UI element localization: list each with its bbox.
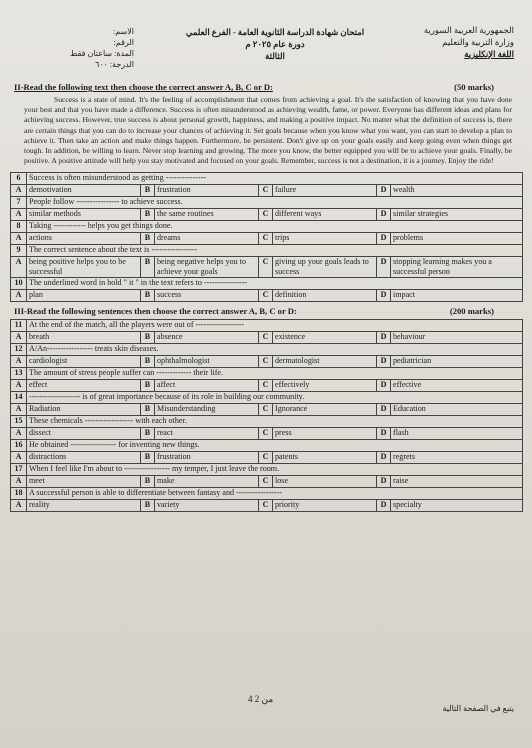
question-number: 11 [11, 320, 27, 332]
section3-instruction: III-Read the following sentences then choose the correct answer A, B, C or D: [14, 306, 297, 317]
option-letter: A [11, 233, 27, 245]
answer-option[interactable]: breath [27, 332, 141, 344]
question-stem-row [11, 368, 523, 380]
option-letter: D [377, 332, 391, 344]
option-letter: C [259, 290, 273, 302]
answer-option[interactable]: frustration [155, 185, 259, 197]
answer-option[interactable]: lose [273, 476, 377, 488]
answer-option[interactable]: being negative helps you to achieve your goals [155, 257, 259, 278]
header-session: دورة عام ٢٠٢٥ م [245, 39, 305, 49]
question-stem-row [11, 278, 523, 290]
answer-option[interactable]: the same routines [155, 209, 259, 221]
continue-note: يتبع في الصفحة التالية [442, 704, 514, 713]
answer-option[interactable]: impact [391, 290, 523, 302]
option-letter: C [259, 500, 273, 512]
section3-questions-table [10, 319, 523, 512]
answer-option[interactable]: react [155, 428, 259, 440]
answer-option[interactable]: similar methods [27, 209, 141, 221]
question-stem: At the end of the match, all the players were out of ------------------ [27, 320, 523, 332]
answer-option[interactable]: cardiologist [27, 356, 141, 368]
answer-options-row [11, 380, 523, 392]
option-letter: A [11, 404, 27, 416]
answer-options-row [11, 404, 523, 416]
question-number: 16 [11, 440, 27, 452]
option-letter: B [141, 257, 155, 278]
option-letter: A [11, 332, 27, 344]
question-stem-row [11, 440, 523, 452]
answer-option[interactable]: distractions [27, 452, 141, 464]
option-letter: C [259, 380, 273, 392]
option-letter: A [11, 500, 27, 512]
question-number: 17 [11, 464, 27, 476]
answer-options-row [11, 257, 523, 278]
option-letter: A [11, 185, 27, 197]
question-stem-row [11, 320, 523, 332]
option-letter: B [141, 209, 155, 221]
answer-option[interactable]: giving up your goals leads to success [273, 257, 377, 278]
answer-options-row [11, 209, 523, 221]
answer-option[interactable]: different ways [273, 209, 377, 221]
option-letter: B [141, 356, 155, 368]
header-exam-title [150, 26, 400, 62]
question-stem-row [11, 392, 523, 404]
question-stem-row [11, 197, 523, 209]
option-letter: B [141, 500, 155, 512]
question-number: 18 [11, 488, 27, 500]
question-stem-row [11, 344, 523, 356]
question-number: 7 [11, 197, 27, 209]
option-letter: B [141, 332, 155, 344]
answer-option[interactable]: Radiation [27, 404, 141, 416]
answer-options-row [11, 185, 523, 197]
question-stem: A successful person is able to differentiate between fantasy and ----------------- [27, 488, 523, 500]
section3-title [14, 306, 522, 316]
section2-title [14, 82, 522, 92]
option-letter: C [259, 332, 273, 344]
answer-option[interactable]: behaviour [391, 332, 523, 344]
answer-options-row [11, 356, 523, 368]
option-letter: B [141, 452, 155, 464]
answer-option[interactable]: regrets [391, 452, 523, 464]
option-letter: D [377, 452, 391, 464]
header-ministry [424, 24, 514, 60]
header-student-info [70, 26, 134, 70]
question-stem-row [11, 416, 523, 428]
option-letter: D [377, 380, 391, 392]
question-stem: Taking ------------ helps you get things done. [27, 221, 523, 233]
question-stem: Success is often misunderstood as getting --------------- [27, 173, 523, 185]
option-letter: C [259, 356, 273, 368]
answer-option[interactable]: specialty [391, 500, 523, 512]
option-letter: D [377, 500, 391, 512]
question-number: 13 [11, 368, 27, 380]
option-letter: D [377, 233, 391, 245]
answer-option[interactable]: trips [273, 233, 377, 245]
exam-header [10, 6, 522, 80]
answer-option[interactable]: problems [391, 233, 523, 245]
option-letter: C [259, 452, 273, 464]
answer-options-row [11, 332, 523, 344]
option-letter: B [141, 404, 155, 416]
question-stem: ------------------- is of great importance because of its role in building our community. [27, 392, 523, 404]
answer-option[interactable]: variety [155, 500, 259, 512]
header-ministry-name: وزارة التربية والتعليم [442, 37, 514, 47]
option-letter: B [141, 185, 155, 197]
reading-passage: Success is a state of mind. It's the feeling of accomplishment that comes from achieving a goal. It's the satisfaction of knowing that you have done your best and that you have made a difference. Success is often misunderstood as achieving wealth, fame, or power. Everyone has different ideas and plans for achieving success. However, true success is about personal growth, happiness, and making a positive impact. No matter what the definition of success is, there are certain things that you can do to increase your chances of achieving it. Set goals because when you know what you want, you can start to develop a plan to achieve it. Then take an action and make things happen. Furthermore, be persistent. Don't give up on your goals easily and keep going even when things get tough. In addition, be willing to learn. Never stop learning and growing. The more you know, the better equipped you will be to achieve your goals. Finally, be positive. A positive attitude will help you stay motivated and focused on your goals. Remember, success is not a destination, it is a journey. Enjoy the ride! [24, 95, 512, 166]
option-letter: A [11, 380, 27, 392]
answer-option[interactable]: affect [155, 380, 259, 392]
answer-option[interactable]: reality [27, 500, 141, 512]
answer-option[interactable]: demotivation [27, 185, 141, 197]
header-part: الثالثة [265, 51, 285, 61]
option-letter: D [377, 356, 391, 368]
answer-option[interactable]: pediatrician [391, 356, 523, 368]
option-letter: C [259, 257, 273, 278]
answer-option[interactable]: wealth [391, 185, 523, 197]
option-letter: B [141, 290, 155, 302]
option-letter: B [141, 428, 155, 440]
question-number: 9 [11, 245, 27, 257]
option-letter: B [141, 233, 155, 245]
option-letter: D [377, 185, 391, 197]
question-stem: The underlined word in bold " it " in the text refers to ---------------- [27, 278, 523, 290]
option-letter: D [377, 290, 391, 302]
option-letter: A [11, 476, 27, 488]
header-name-label: الاسم: [112, 27, 135, 36]
answer-option[interactable]: success [155, 290, 259, 302]
section2-marks: (50 marks) [454, 82, 494, 92]
answer-option[interactable]: priority [273, 500, 377, 512]
page-number: 4 من 2 [248, 694, 274, 704]
option-letter: C [259, 209, 273, 221]
answer-option[interactable]: meet [27, 476, 141, 488]
question-number: 15 [11, 416, 27, 428]
answer-option[interactable]: raise [391, 476, 523, 488]
question-number: 10 [11, 278, 27, 290]
section2-instruction: II-Read the following text then choose the correct answer A, B, C or D: [14, 82, 273, 92]
option-letter: A [11, 356, 27, 368]
answer-option[interactable]: Misunderstanding [155, 404, 259, 416]
option-letter: D [377, 209, 391, 221]
option-letter: B [141, 476, 155, 488]
question-stem: The amount of stress people suffer can ------------- their life. [27, 368, 523, 380]
answer-option[interactable]: plan [27, 290, 141, 302]
option-letter: C [259, 428, 273, 440]
question-number: 6 [11, 173, 27, 185]
header-exam-name: امتحان شهادة الدراسة الثانوية العامة - الفرع العلمي [185, 27, 365, 37]
answer-option[interactable]: dermatologist [273, 356, 377, 368]
answer-options-row [11, 500, 523, 512]
question-stem-row [11, 488, 523, 500]
question-number: 8 [11, 221, 27, 233]
section2-questions-table [10, 172, 523, 302]
option-letter: A [11, 209, 27, 221]
answer-options-row [11, 290, 523, 302]
header-number-label: الرقم: [113, 38, 135, 47]
answer-option[interactable]: effectively [273, 380, 377, 392]
answer-option[interactable]: ophthalmologist [155, 356, 259, 368]
question-stem-row [11, 245, 523, 257]
answer-options-row [11, 476, 523, 488]
option-letter: C [259, 185, 273, 197]
option-letter: A [11, 290, 27, 302]
answer-option[interactable]: flash [391, 428, 523, 440]
question-number: 12 [11, 344, 27, 356]
answer-option[interactable]: effective [391, 380, 523, 392]
option-letter: C [259, 233, 273, 245]
question-stem: The correct sentence about the text is ----------------- [27, 245, 523, 257]
answer-option[interactable]: dissect [27, 428, 141, 440]
answer-option[interactable]: stopping learning makes you a successful person [391, 257, 523, 278]
header-total-marks: الدرجة: ٦٠٠ [94, 60, 135, 69]
option-letter: A [11, 452, 27, 464]
header-duration: المدة: ساعتان فقط [70, 49, 135, 58]
answer-options-row [11, 428, 523, 440]
answer-option[interactable]: press [273, 428, 377, 440]
answer-options-row [11, 233, 523, 245]
question-stem: When I feel like I'm about to ----------------- my temper, I just leave the room. [27, 464, 523, 476]
question-stem-row [11, 173, 523, 185]
answer-option[interactable]: dreams [155, 233, 259, 245]
header-country: الجمهورية العربية السورية [423, 25, 514, 35]
answer-option[interactable]: Education [391, 404, 523, 416]
question-stem-row [11, 464, 523, 476]
question-number: 14 [11, 392, 27, 404]
answer-option[interactable]: Ignorance [273, 404, 377, 416]
header-subject: اللغة الإنكليزية [464, 49, 514, 59]
answer-options-row [11, 452, 523, 464]
answer-option[interactable]: patents [273, 452, 377, 464]
answer-option[interactable]: effect [27, 380, 141, 392]
option-letter: C [259, 476, 273, 488]
answer-option[interactable]: frustration [155, 452, 259, 464]
question-stem: People follow ---------------- to achieve success. [27, 197, 523, 209]
answer-option[interactable]: definition [273, 290, 377, 302]
section3-marks: (200 marks) [449, 306, 494, 317]
option-letter: B [141, 380, 155, 392]
question-stem: He obtained ----------------- for inventing new things. [27, 440, 523, 452]
answer-option[interactable]: existence [273, 332, 377, 344]
option-letter: D [377, 404, 391, 416]
answer-option[interactable]: similar strategies [391, 209, 523, 221]
option-letter: A [11, 428, 27, 440]
answer-option[interactable]: being positive helps you to be successful [27, 257, 141, 278]
option-letter: D [377, 476, 391, 488]
option-letter: D [377, 428, 391, 440]
option-letter: D [377, 257, 391, 278]
answer-option[interactable]: actions [27, 233, 141, 245]
answer-option[interactable]: make [155, 476, 259, 488]
option-letter: A [11, 257, 27, 278]
answer-option[interactable]: failure [273, 185, 377, 197]
question-stem-row [11, 221, 523, 233]
question-stem: A/An----------------- treats skin diseases. [27, 344, 523, 356]
question-stem: These chemicals ------------------ with each other. [27, 416, 523, 428]
option-letter: C [259, 404, 273, 416]
answer-option[interactable]: absence [155, 332, 259, 344]
